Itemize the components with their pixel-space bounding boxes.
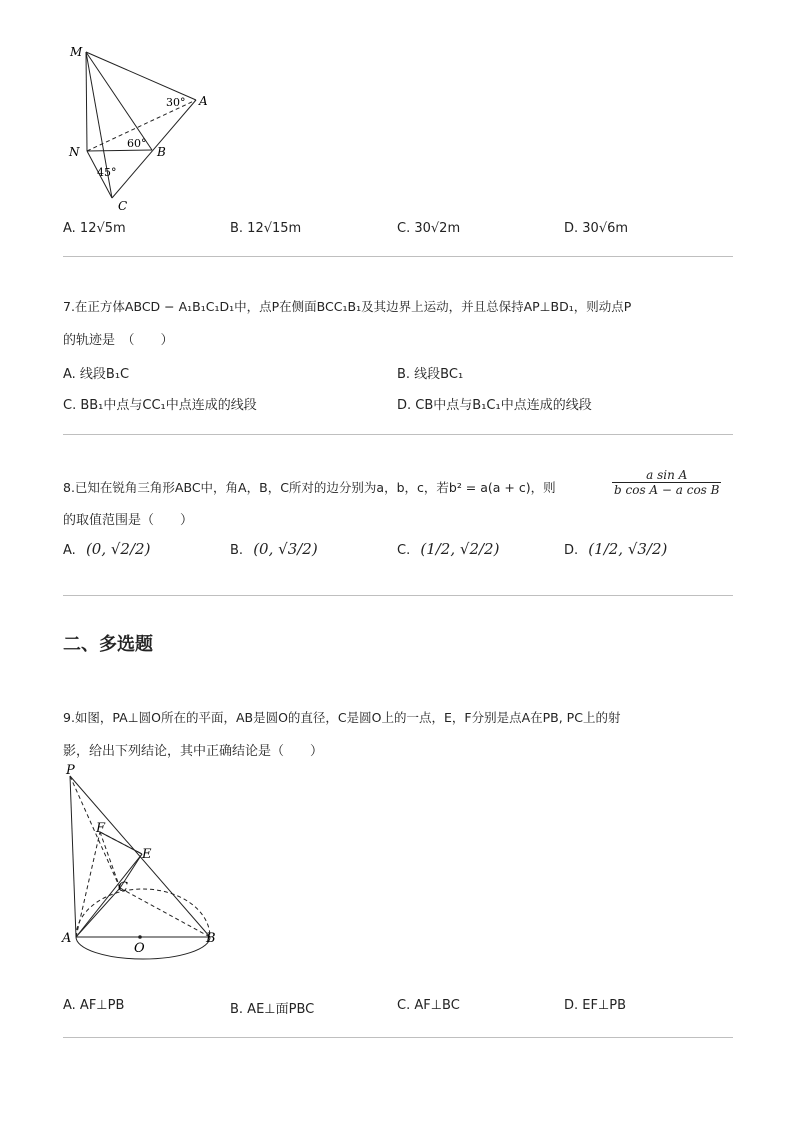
- q8-option-d-value: (1/2, √3/2): [588, 540, 668, 558]
- label-B: B: [206, 931, 216, 946]
- angle-45: 45°: [97, 166, 117, 179]
- label-C: C: [118, 199, 128, 213]
- center-point-O: [138, 935, 142, 939]
- q8-fraction-numerator: a sin A: [612, 468, 721, 483]
- pyramid-figure: [60, 38, 220, 218]
- q6-option-d[interactable]: D. 30√6m: [564, 221, 629, 236]
- angle-30: 30°: [166, 96, 186, 109]
- q8-stem-line1: 8.已知在锐角三角形ABC中，角A，B，C所对的边分别为a，b，c，若b² = a(a + c)，则: [63, 480, 556, 495]
- label-C: C: [118, 880, 128, 895]
- label-A: A: [199, 94, 208, 108]
- q9-option-a[interactable]: A. AF⊥PB: [63, 998, 125, 1013]
- label-P: P: [66, 763, 75, 778]
- q8-fraction-denominator: b cos A − a cos B: [614, 483, 720, 497]
- label-E: E: [142, 847, 152, 862]
- q7-stem-line2: 的轨迹是 （ ）: [63, 333, 174, 348]
- q8-option-d-label: D.: [564, 543, 579, 558]
- q7-option-c[interactable]: C. BB₁中点与CC₁中点连成的线段: [63, 398, 257, 413]
- q9-option-c[interactable]: C. AF⊥BC: [397, 998, 460, 1013]
- q6-option-c[interactable]: C. 30√2m: [397, 221, 461, 236]
- label-B: B: [157, 145, 166, 159]
- q7-option-d[interactable]: D. CB中点与B₁C₁中点连成的线段: [397, 398, 592, 413]
- divider: [63, 434, 733, 435]
- angle-60: 60°: [127, 137, 147, 150]
- q8-option-b-label: B.: [230, 543, 244, 558]
- q7-option-a[interactable]: A. 线段B₁C: [63, 367, 130, 382]
- divider: [63, 1037, 733, 1038]
- circle-cone-figure: [58, 760, 228, 995]
- section-heading: 二、多选题: [63, 634, 153, 655]
- q6-option-b[interactable]: B. 12√15m: [230, 221, 302, 236]
- q9-option-d[interactable]: D. EF⊥PB: [564, 998, 627, 1013]
- q8-option-c-label: C.: [397, 543, 411, 558]
- q8-option-b-value: (0, √3/2): [253, 540, 318, 558]
- label-M: M: [70, 45, 83, 59]
- q6-option-a[interactable]: A. 12√5m: [63, 221, 126, 236]
- label-N: N: [69, 145, 80, 159]
- label-O: O: [134, 941, 145, 956]
- q8-option-c[interactable]: [397, 540, 499, 558]
- q9-stem-line2: 影，给出下列结论，其中正确结论是（ ）: [63, 744, 324, 759]
- q8-option-a-value: (0, √2/2): [85, 540, 151, 558]
- q9-stem-line1: 9.如图，PA⊥圆O所在的平面，AB是圆O的直径，C是圆O上的一点，E，F分别是点A在PB, PC上的射: [63, 710, 621, 725]
- q9-option-b[interactable]: B. AE⊥面PBC: [230, 1002, 315, 1017]
- q8-stem-line2: 的取值范围是（ ）: [63, 513, 194, 528]
- label-A: A: [62, 931, 72, 946]
- q8-fraction: [612, 468, 721, 497]
- q8-option-a[interactable]: [63, 540, 150, 558]
- q8-option-d[interactable]: [564, 540, 667, 558]
- divider: [63, 595, 733, 596]
- divider: [63, 256, 733, 257]
- q8-option-a-label: A.: [63, 543, 76, 558]
- q7-option-b[interactable]: B. 线段BC₁: [397, 367, 464, 382]
- label-F: F: [96, 821, 106, 836]
- q8-option-b[interactable]: [230, 540, 318, 558]
- q8-option-c-value: (1/2, √2/2): [420, 540, 500, 558]
- q7-stem-line1: 7.在正方体ABCD − A₁B₁C₁D₁中，点P在侧面BCC₁B₁及其边界上运动，并且总保持AP⊥BD₁，则动点P: [63, 299, 632, 314]
